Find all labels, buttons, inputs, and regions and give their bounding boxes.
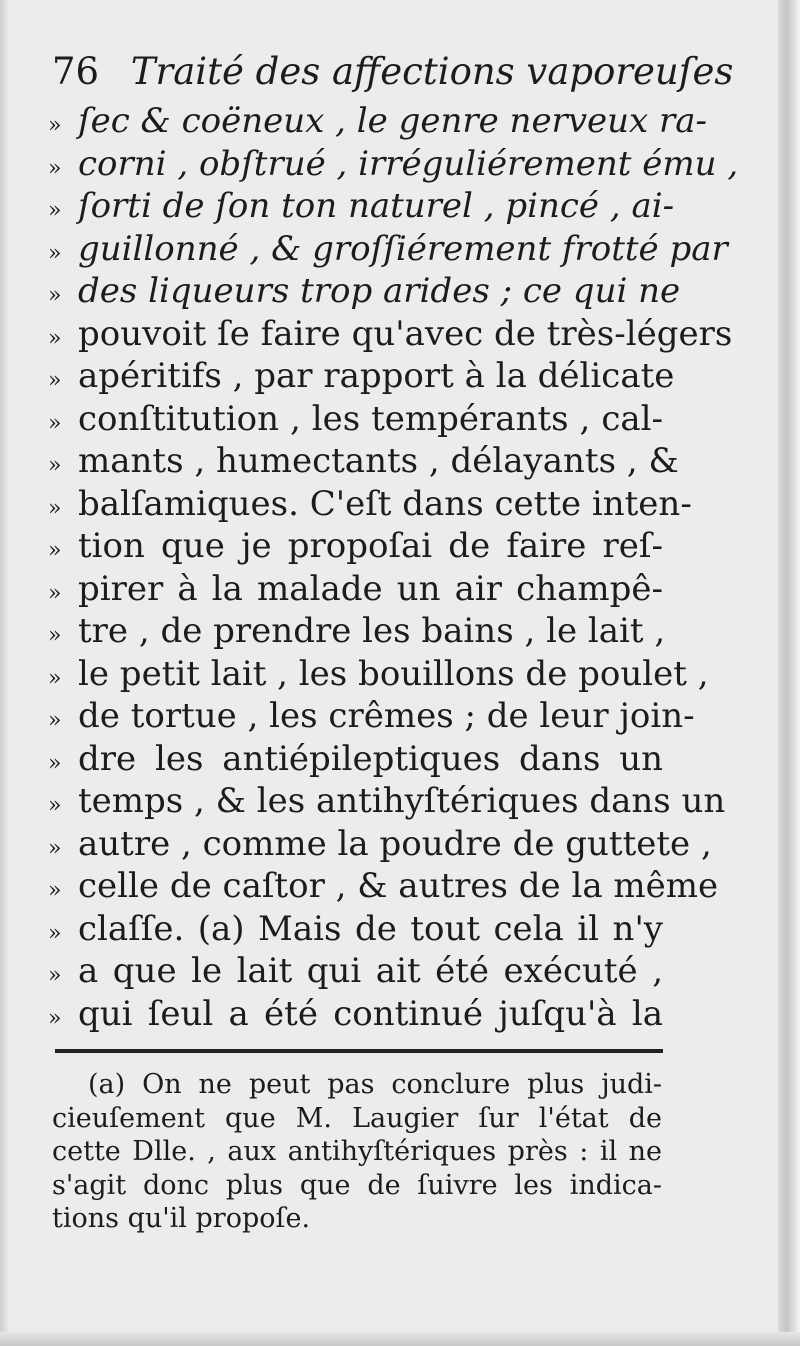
footnote-line <box>52 1202 662 1236</box>
body-line <box>48 993 663 1036</box>
quote-mark: » <box>48 835 62 861</box>
body-line <box>48 823 712 866</box>
body-line <box>48 313 733 356</box>
body-line <box>48 695 695 738</box>
body-line-text: ſec & coëneux , le genre nerveux ra- <box>78 101 708 141</box>
footnote-line <box>52 1135 662 1169</box>
body-line <box>48 780 726 823</box>
body-line <box>48 865 719 908</box>
page-header <box>52 50 734 94</box>
quote-mark: » <box>48 495 62 521</box>
body-line-text: pirer à la malade un air champê- <box>78 568 663 609</box>
quote-mark: » <box>48 240 62 266</box>
body-line-text: des liqueurs trop arides ; ce qui ne <box>78 271 681 311</box>
body-line-text: balſamiques. C'eſt dans cette inten- <box>78 483 692 524</box>
footnote-line-text: cieuſement que M. Laugier ſur l'état de <box>52 1102 662 1134</box>
footnote-line-text: tions qu'il propoſe. <box>52 1203 311 1234</box>
page-right-edge <box>778 0 800 1346</box>
body-line-text: conſtitution , les tempérants , cal- <box>78 398 663 439</box>
quote-mark: » <box>48 538 62 563</box>
footnote-rule <box>55 1049 663 1053</box>
body-line-text: dre les antiépileptiques dans un <box>78 738 663 779</box>
footnote-line <box>88 1068 662 1102</box>
quote-mark: » <box>48 113 62 138</box>
body-line <box>48 355 675 398</box>
body-line-text: le petit lait , les bouillons de poulet , <box>78 653 709 694</box>
body-line <box>48 950 663 993</box>
page-number: 76 <box>52 50 100 93</box>
body-line-text: mants , humectants , délayants , & <box>78 441 679 481</box>
body-line-text: ſorti de ſon ton naturel , pincé , ai- <box>78 186 675 226</box>
quote-mark: » <box>48 665 62 691</box>
quote-mark: » <box>48 750 62 776</box>
body-line-text: guillonné , & groſſiérement frotté par <box>78 228 728 269</box>
body-line <box>48 738 663 781</box>
body-line <box>48 270 681 313</box>
body-line-text: qui ſeul a été continué juſqu'à la <box>78 993 663 1034</box>
body-line <box>48 525 663 568</box>
body-line-text: apéritifs , par rapport à la délicate <box>78 356 675 396</box>
body-line-text: pouvoit ſe faire qu'avec de très-légers <box>78 313 733 354</box>
body-line-text: temps , & les antihyſtériques dans un <box>78 781 726 821</box>
body-line-text: claſſe. (a) Mais de tout cela il n'y <box>78 908 663 949</box>
page-bottom-edge <box>0 1332 800 1346</box>
body-line <box>48 143 739 186</box>
quote-mark: » <box>48 878 62 903</box>
body-line <box>48 185 675 228</box>
footnote-line-text: s'agit donc plus que de ſuivre les indica- <box>52 1169 662 1201</box>
body-line <box>48 908 663 951</box>
body-text <box>48 100 739 1035</box>
quote-mark: » <box>48 793 62 818</box>
body-line <box>48 610 666 653</box>
body-line <box>48 100 708 143</box>
running-title: Traité des affections vaporeuſes <box>130 50 734 93</box>
quote-mark: » <box>48 580 62 606</box>
footnote-line-text: (a) On ne peut pas conclure plus judi- <box>88 1069 662 1100</box>
quote-mark: » <box>48 920 62 946</box>
footnote-line-text: cette Dlle. , aux antihyſtériques près : il ne <box>52 1136 662 1167</box>
quote-mark: » <box>48 963 62 988</box>
body-line <box>48 483 692 526</box>
footnote-line <box>52 1102 662 1136</box>
quote-mark: » <box>48 410 62 436</box>
quote-mark: » <box>48 368 62 393</box>
body-line <box>48 653 709 696</box>
quote-mark: » <box>48 283 62 308</box>
quote-mark: » <box>48 623 62 648</box>
body-line-text: autre , comme la poudre de guttete , <box>78 823 712 864</box>
quote-mark: » <box>48 1005 62 1031</box>
body-line-text: celle de caſtor , & autres de la même <box>78 866 719 906</box>
body-line-text: corni , obſtrué , irréguliérement ému , <box>78 143 739 184</box>
body-line <box>48 440 679 483</box>
quote-mark: » <box>48 198 62 223</box>
footnote <box>52 1068 662 1236</box>
body-line <box>48 398 663 441</box>
footnote-line <box>52 1169 662 1203</box>
body-line-text: tre , de prendre les bains , le lait , <box>78 611 666 651</box>
body-line-text: tion que je propoſai de faire reſ- <box>78 526 663 566</box>
quote-mark: » <box>48 155 62 181</box>
body-line <box>48 568 663 611</box>
quote-mark: » <box>48 453 62 478</box>
quote-mark: » <box>48 708 62 733</box>
quote-mark: » <box>48 325 62 351</box>
body-line-text: de tortue , les crêmes ; de leur join- <box>78 696 695 736</box>
body-line <box>48 228 728 271</box>
body-line-text: a que le lait qui ait été exécuté , <box>78 951 663 991</box>
